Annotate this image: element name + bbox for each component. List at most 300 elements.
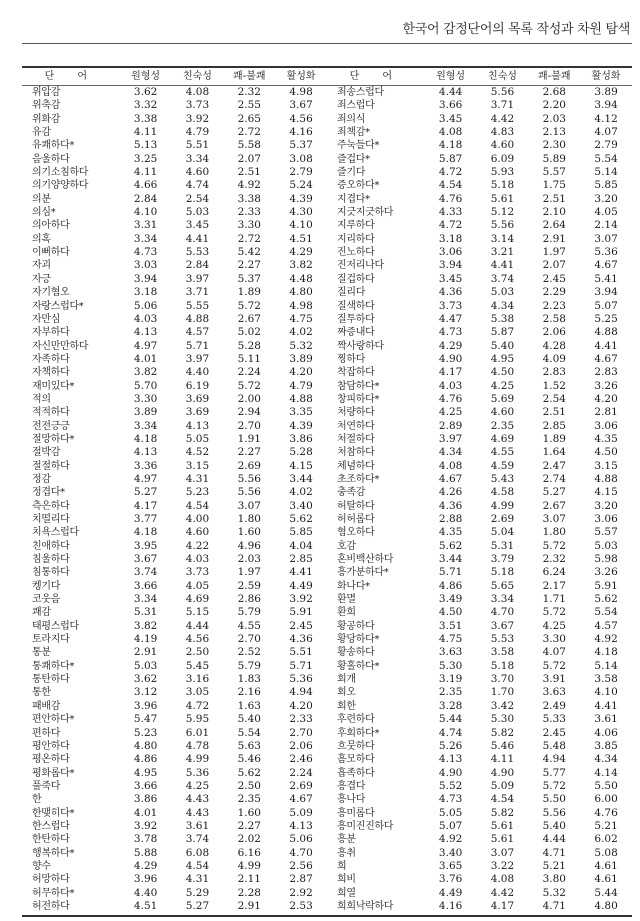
cell-familiarity: 4.40 [185, 366, 210, 379]
cell-word: 질색하다 [337, 300, 375, 312]
cell-arousal: 5.25 [594, 312, 618, 325]
cell-valence: 4.96 [237, 539, 261, 552]
cell-prototypicality: 4.03 [133, 312, 158, 325]
cell-arousal: 5.37 [289, 139, 313, 152]
table-row [327, 526, 632, 539]
cell-prototypicality: 5.07 [438, 819, 463, 832]
cell-word: 죄스럽다 [337, 100, 375, 112]
cell-prototypicality: 3.66 [133, 779, 158, 792]
table-row [327, 179, 632, 192]
cell-word: 주눅들다* [337, 140, 380, 152]
table-row [327, 86, 632, 99]
cell-arousal: 5.91 [289, 606, 313, 619]
cell-valence: 2.51 [542, 406, 566, 419]
cell-arousal: 2.46 [289, 753, 313, 766]
cell-word: 침통하다 [32, 567, 70, 579]
cell-valence: 5.02 [237, 326, 261, 339]
cell-valence: 2.74 [542, 472, 566, 485]
cell-word: 패배감 [32, 700, 61, 712]
cell-valence: 2.23 [542, 299, 566, 312]
cell-word: 침울하다 [32, 554, 70, 566]
cell-familiarity: 4.34 [490, 299, 515, 312]
cell-arousal: 5.28 [289, 446, 313, 459]
cell-valence: 4.09 [542, 352, 566, 365]
cell-prototypicality: 4.92 [438, 833, 463, 846]
cell-prototypicality: 4.36 [438, 286, 463, 299]
cell-word: 절절하다 [32, 460, 70, 472]
table-row [327, 99, 632, 112]
cell-arousal: 5.14 [594, 166, 618, 179]
table-row [327, 153, 632, 166]
cell-word: 자신만만하다 [32, 340, 89, 352]
cell-familiarity: 4.05 [185, 579, 210, 592]
table-body-left [22, 86, 327, 913]
cell-prototypicality: 4.72 [438, 166, 463, 179]
cell-word: 처량하다 [337, 407, 375, 419]
table-row [327, 500, 632, 513]
cell-familiarity: 5.61 [490, 833, 515, 846]
cell-word: 코웃음 [32, 594, 61, 606]
table-row [22, 727, 327, 740]
cell-word: 흠모하다 [337, 754, 375, 766]
cell-word: 초조하다* [337, 473, 380, 485]
cell-valence: 2.07 [237, 152, 261, 165]
cell-familiarity: 4.90 [490, 766, 515, 779]
cell-valence: 3.07 [237, 499, 261, 512]
cell-arousal: 5.36 [594, 246, 618, 259]
cell-arousal: 6.02 [594, 833, 618, 846]
cell-arousal: 4.41 [289, 566, 313, 579]
cell-arousal: 2.24 [289, 766, 313, 779]
table-row [327, 166, 632, 179]
cell-familiarity: 3.22 [490, 859, 515, 872]
cell-arousal: 5.03 [594, 539, 618, 552]
cell-word: 처연하다 [337, 420, 375, 432]
table-row [327, 420, 632, 433]
table-row [22, 393, 327, 406]
cell-familiarity: 5.71 [185, 339, 210, 352]
cell-word: 흥분 [337, 834, 356, 846]
cell-valence: 2.55 [237, 99, 261, 112]
cell-arousal: 5.50 [594, 779, 618, 792]
cell-word: 처참하다 [337, 447, 375, 459]
cell-familiarity: 4.11 [490, 753, 515, 766]
cell-familiarity: 2.54 [185, 192, 210, 205]
cell-prototypicality: 4.54 [438, 179, 463, 192]
cell-arousal: 4.48 [289, 272, 313, 285]
table-row [327, 820, 632, 833]
cell-prototypicality: 4.76 [438, 192, 463, 205]
cell-arousal: 4.57 [594, 619, 618, 632]
cell-valence: 2.20 [542, 99, 566, 112]
cell-valence: 4.07 [542, 646, 566, 659]
cell-arousal: 4.67 [594, 352, 618, 365]
table-row [327, 620, 632, 633]
cell-arousal: 2.79 [594, 139, 618, 152]
cell-word: 환멸 [337, 594, 356, 606]
table-row [327, 300, 632, 313]
cell-familiarity: 4.59 [490, 459, 515, 472]
cell-valence: 2.33 [237, 206, 261, 219]
cell-prototypicality: 4.49 [438, 886, 463, 899]
cell-arousal: 3.94 [594, 286, 618, 299]
cell-word: 희열 [337, 887, 356, 899]
cell-arousal: 4.49 [289, 579, 313, 592]
cell-familiarity: 5.53 [490, 633, 515, 646]
cell-arousal: 4.04 [289, 539, 313, 552]
cell-familiarity: 3.67 [490, 619, 515, 632]
cell-prototypicality: 4.08 [438, 459, 463, 472]
cell-valence: 1.83 [237, 673, 261, 686]
table-row [327, 566, 632, 579]
table-row [327, 113, 632, 126]
cell-valence: 5.57 [542, 166, 566, 179]
cell-arousal: 3.40 [289, 499, 313, 512]
cell-familiarity: 3.92 [185, 112, 210, 125]
cell-word: 죄책감* [337, 127, 370, 139]
cell-prototypicality: 4.29 [438, 339, 463, 352]
cell-prototypicality: 3.94 [438, 259, 463, 272]
table-row [327, 780, 632, 793]
cell-word: 의분 [32, 193, 51, 205]
cell-valence: 3.63 [542, 686, 566, 699]
table-header-row [22, 69, 327, 85]
cell-familiarity: 3.74 [490, 272, 515, 285]
cell-prototypicality: 3.62 [133, 86, 158, 98]
cell-prototypicality: 4.90 [438, 352, 463, 365]
cell-arousal: 4.70 [289, 846, 313, 859]
cell-word: 정겹다* [32, 487, 65, 499]
table-row [327, 473, 632, 486]
cell-familiarity: 3.79 [490, 553, 515, 566]
table-row [22, 420, 327, 433]
cell-word: 짜증내다 [337, 327, 375, 339]
table-row [22, 179, 327, 192]
cell-valence: 2.52 [237, 646, 261, 659]
cell-arousal: 3.06 [594, 419, 618, 432]
cell-arousal: 4.18 [594, 646, 618, 659]
table-row [327, 446, 632, 459]
cell-prototypicality: 4.11 [133, 166, 158, 179]
table-row [22, 366, 327, 379]
table-row [327, 193, 632, 206]
cell-prototypicality: 4.36 [438, 499, 463, 512]
cell-prototypicality: 2.84 [133, 192, 158, 205]
table-row [22, 446, 327, 459]
cell-arousal: 4.88 [594, 472, 618, 485]
table-row [327, 553, 632, 566]
cell-valence: 4.44 [542, 833, 566, 846]
table-row [22, 86, 327, 99]
cell-familiarity: 4.42 [490, 886, 515, 899]
cell-prototypicality: 2.88 [438, 513, 463, 525]
cell-word: 희희낙락하다 [337, 900, 394, 912]
cell-familiarity: 5.04 [490, 526, 515, 539]
cell-valence: 4.99 [237, 859, 261, 872]
cell-word: 지리하다 [337, 233, 375, 245]
table-row [22, 553, 327, 566]
cell-word: 켕기다 [32, 580, 61, 592]
cell-valence: 2.86 [237, 593, 261, 606]
cell-familiarity: 5.43 [490, 472, 515, 485]
cell-familiarity: 5.15 [185, 606, 210, 619]
cell-familiarity: 4.17 [490, 899, 515, 912]
cell-valence: 4.55 [237, 619, 261, 632]
cell-prototypicality: 4.72 [438, 219, 463, 232]
cell-familiarity: 4.55 [490, 446, 515, 459]
table-row [327, 606, 632, 619]
cell-arousal: 4.10 [594, 686, 618, 699]
cell-arousal: 5.14 [594, 659, 618, 672]
table-row [22, 793, 327, 806]
cell-word: 절박감 [32, 447, 61, 459]
cell-arousal: 4.61 [594, 859, 618, 872]
table-top-rule [22, 66, 632, 68]
cell-familiarity: 6.09 [490, 152, 515, 165]
cell-prototypicality: 3.36 [133, 459, 158, 472]
cell-valence: 5.28 [237, 339, 261, 352]
table-row [22, 540, 327, 553]
table-row [22, 246, 327, 259]
cell-familiarity: 5.18 [490, 179, 515, 192]
cell-familiarity: 6.01 [185, 726, 210, 739]
cell-familiarity: 6.19 [185, 379, 210, 392]
cell-familiarity: 4.70 [490, 606, 515, 619]
cell-word: 허전하다 [32, 900, 70, 912]
cell-prototypicality: 3.67 [133, 553, 158, 566]
cell-valence: 1.89 [237, 286, 261, 299]
cell-arousal: 3.82 [289, 259, 313, 272]
table-row [22, 887, 327, 900]
cell-word: 한스럽다 [32, 820, 70, 832]
table-row [327, 753, 632, 766]
cell-arousal: 2.06 [289, 739, 313, 752]
cell-arousal: 4.98 [289, 86, 313, 98]
table-row [22, 126, 327, 139]
cell-prototypicality: 4.08 [438, 126, 463, 139]
cell-word: 쾌감 [32, 607, 51, 619]
cell-valence: 2.17 [542, 579, 566, 592]
cell-word: 회한 [337, 700, 356, 712]
cell-arousal: 4.88 [289, 392, 313, 405]
cell-word: 흥미롭다 [337, 807, 375, 819]
cell-valence: 2.54 [542, 392, 566, 405]
cell-valence: 2.91 [542, 232, 566, 245]
cell-arousal: 5.62 [594, 593, 618, 606]
cell-word: 충족감 [337, 487, 366, 499]
cell-word: 창피하다* [337, 393, 380, 405]
cell-prototypicality: 4.86 [438, 579, 463, 592]
header-rule [22, 43, 632, 44]
cell-arousal: 2.45 [289, 619, 313, 632]
cell-prototypicality: 4.13 [133, 326, 158, 339]
table-row [22, 286, 327, 299]
cell-familiarity: 3.70 [490, 673, 515, 686]
cell-word: 호감 [337, 540, 356, 552]
cell-familiarity: 4.08 [490, 873, 515, 886]
cell-familiarity: 5.53 [185, 246, 210, 259]
cell-word: 흥가분하다* [337, 567, 389, 579]
cell-familiarity: 5.61 [490, 819, 515, 832]
table-header-row [327, 69, 632, 85]
cell-prototypicality: 4.90 [438, 766, 463, 779]
table-row [22, 219, 327, 232]
cell-word: 황송하다 [337, 647, 375, 659]
cell-valence: 2.45 [542, 726, 566, 739]
cell-familiarity: 3.34 [490, 593, 515, 606]
table-row [327, 887, 632, 900]
cell-word: 혼비백산하다 [337, 554, 394, 566]
cell-valence: 6.16 [237, 846, 261, 859]
cell-word: 혐오하다 [337, 527, 375, 539]
table-row [327, 593, 632, 606]
table-row [22, 633, 327, 646]
cell-valence: 2.32 [237, 86, 261, 98]
cell-valence: 5.72 [542, 779, 566, 792]
cell-prototypicality: 3.45 [438, 272, 463, 285]
cell-familiarity: 5.31 [490, 539, 515, 552]
cell-word: 적의 [32, 393, 51, 405]
cell-valence: 2.28 [237, 886, 261, 899]
cell-prototypicality: 4.97 [133, 472, 158, 485]
cell-arousal: 2.81 [594, 406, 618, 419]
cell-familiarity: 4.22 [185, 539, 210, 552]
cell-prototypicality: 4.17 [438, 366, 463, 379]
cell-word: 위축감 [32, 100, 61, 112]
table-row [327, 646, 632, 659]
cell-familiarity: 3.97 [185, 272, 210, 285]
cell-word: 허탈하다 [337, 500, 375, 512]
cell-arousal: 4.80 [289, 286, 313, 299]
cell-prototypicality: 5.31 [133, 606, 158, 619]
header-word: 단 어 [44, 71, 98, 82]
table-row [327, 460, 632, 473]
cell-valence: 5.54 [237, 726, 261, 739]
cell-word: 자만심 [32, 313, 61, 325]
cell-familiarity: 4.74 [185, 179, 210, 192]
cell-word: 진노하다 [337, 247, 375, 259]
cell-prototypicality: 4.11 [133, 126, 158, 139]
cell-valence: 2.72 [237, 232, 261, 245]
cell-valence: 3.38 [237, 192, 261, 205]
cell-prototypicality: 4.73 [438, 793, 463, 806]
cell-familiarity: 3.16 [185, 673, 210, 686]
cell-arousal: 4.02 [289, 326, 313, 339]
table-row [327, 233, 632, 246]
table-row [327, 807, 632, 820]
cell-word: 회개 [337, 674, 356, 686]
cell-prototypicality: 4.01 [133, 352, 158, 365]
cell-valence: 4.28 [542, 339, 566, 352]
cell-arousal: 5.54 [594, 606, 618, 619]
cell-familiarity: 4.25 [490, 379, 515, 392]
cell-prototypicality: 4.17 [133, 499, 158, 512]
cell-prototypicality: 5.03 [133, 659, 158, 672]
cell-valence: 2.10 [542, 206, 566, 219]
cell-prototypicality: 3.40 [438, 846, 463, 859]
cell-word: 증오하다* [337, 180, 380, 192]
cell-familiarity: 2.69 [490, 513, 515, 525]
cell-familiarity: 3.73 [185, 99, 210, 112]
cell-valence: 5.58 [237, 139, 261, 152]
cell-arousal: 2.33 [289, 713, 313, 726]
cell-word: 흥취 [337, 847, 356, 859]
cell-word: 후련하다 [337, 714, 375, 726]
cell-word: 유감 [32, 127, 51, 139]
cell-arousal: 3.20 [594, 499, 618, 512]
cell-valence: 2.64 [542, 219, 566, 232]
table-row [327, 326, 632, 339]
cell-word: 평화롭다* [32, 767, 75, 779]
cell-arousal: 4.79 [289, 379, 313, 392]
cell-valence: 2.11 [237, 873, 261, 886]
cell-prototypicality: 3.19 [438, 673, 463, 686]
cell-prototypicality: 3.32 [133, 99, 158, 112]
cell-valence: 2.07 [542, 259, 566, 272]
cell-word: 지긋지긋하다 [337, 207, 394, 219]
table-row [327, 673, 632, 686]
cell-arousal: 5.32 [289, 339, 313, 352]
cell-arousal: 4.56 [289, 112, 313, 125]
table-row [22, 620, 327, 633]
cell-familiarity: 4.54 [185, 499, 210, 512]
cell-familiarity: 5.56 [490, 86, 515, 98]
table-row [22, 486, 327, 499]
cell-valence: 2.24 [237, 366, 261, 379]
table-row [327, 219, 632, 232]
cell-familiarity: 4.60 [185, 166, 210, 179]
cell-valence: 5.77 [542, 766, 566, 779]
cell-valence: 2.30 [542, 139, 566, 152]
cell-familiarity: 6.08 [185, 846, 210, 859]
cell-familiarity: 3.61 [185, 819, 210, 832]
cell-word: 자긍 [32, 273, 51, 285]
cell-arousal: 4.29 [289, 246, 313, 259]
cell-prototypicality: 4.10 [133, 206, 158, 219]
cell-arousal: 4.94 [289, 686, 313, 699]
cell-prototypicality: 4.18 [133, 432, 158, 445]
table-row [327, 126, 632, 139]
cell-prototypicality: 3.96 [133, 699, 158, 712]
table-row [327, 366, 632, 379]
cell-word: 질겁하다 [337, 273, 375, 285]
cell-familiarity: 4.69 [185, 593, 210, 606]
cell-prototypicality: 5.27 [133, 486, 158, 499]
table-row [22, 660, 327, 673]
cell-prototypicality: 5.88 [133, 846, 158, 859]
cell-valence: 5.56 [237, 486, 261, 499]
cell-prototypicality: 4.95 [133, 766, 158, 779]
cell-arousal: 4.36 [289, 633, 313, 646]
cell-familiarity: 3.71 [490, 99, 515, 112]
cell-valence: 5.27 [542, 486, 566, 499]
cell-arousal: 5.51 [289, 646, 313, 659]
table-row [22, 193, 327, 206]
cell-familiarity: 4.79 [185, 126, 210, 139]
cell-prototypicality: 3.63 [438, 646, 463, 659]
cell-arousal: 3.26 [594, 379, 618, 392]
cell-arousal: 3.20 [594, 192, 618, 205]
header-prototypicality: 원형성 [436, 71, 466, 82]
table-row [327, 273, 632, 286]
cell-prototypicality: 5.30 [438, 659, 463, 672]
cell-word: 흥미진진하다 [337, 820, 394, 832]
table-row [327, 793, 632, 806]
table-row [22, 860, 327, 873]
table-row [327, 380, 632, 393]
table-row [327, 713, 632, 726]
cell-familiarity: 4.88 [185, 312, 210, 325]
